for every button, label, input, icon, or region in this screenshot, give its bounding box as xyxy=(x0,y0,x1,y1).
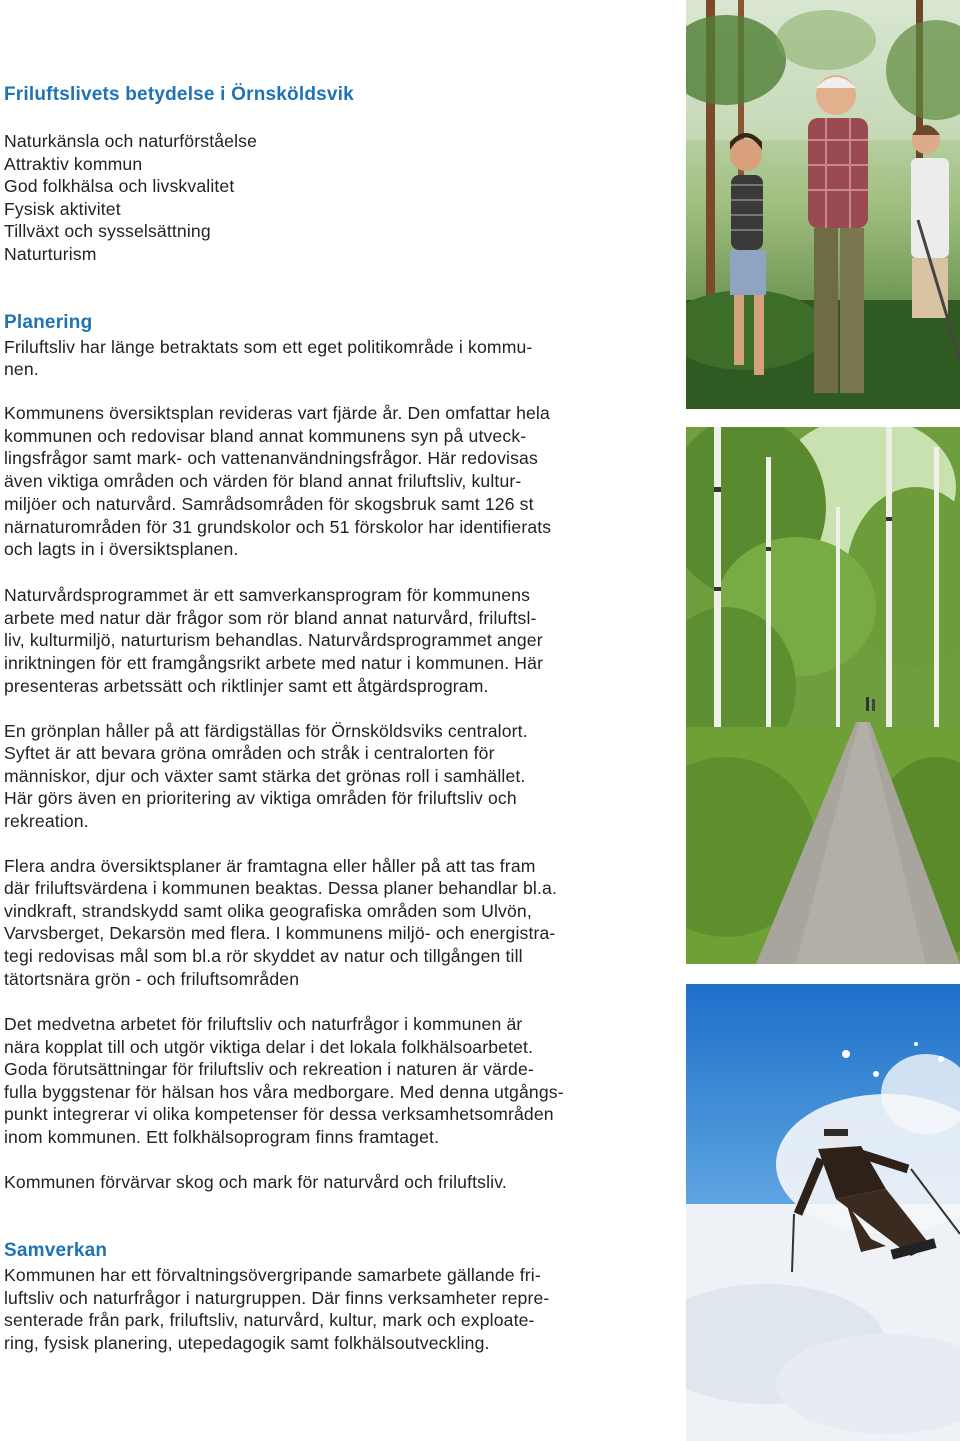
skier-illustration xyxy=(686,984,960,1441)
paragraph-line: rekreation. xyxy=(4,811,89,831)
paragraph-line: punkt integrerar vi olika kompetenser för dessa verksamhetsområden xyxy=(4,1104,554,1124)
paragraph-line: Det medvetna arbetet för friluftsliv och naturfrågor i kommunen är xyxy=(4,1014,523,1034)
paragraph-line: Syftet är att bevara gröna områden och stråk i centralorten för xyxy=(4,743,495,763)
paragraph-line: Kommunen har ett förvaltningsövergripande samarbete gällande fri- xyxy=(4,1265,541,1285)
paragraph-line: inom kommunen. Ett folkhälsoprogram finns framtaget. xyxy=(4,1127,440,1147)
page-title: Friluftslivets betydelse i Örnsköldsvik xyxy=(4,84,354,105)
paragraph-line: liv, kulturmiljö, naturturism behandlas. Naturvårdsprogrammet anger xyxy=(4,630,543,650)
section-heading-samverkan: Samverkan xyxy=(4,1240,108,1261)
paragraph-line: En grönplan håller på att färdigställas för Örnsköldsviks centralort. xyxy=(4,721,528,741)
paragraph-line: fulla byggstenar för hälsan hos våra medborgare. Med denna utgångs- xyxy=(4,1082,564,1102)
paragraph-line: tegi redovisas mål som bl.a rör skyddet av natur och tillgången till xyxy=(4,946,523,966)
paragraph-line: senterade från park, friluftsliv, naturvård, kultur, mark och exploate- xyxy=(4,1310,535,1330)
values-list-item: Attraktiv kommun xyxy=(4,154,143,174)
paragraph-line: Naturvårdsprogrammet är ett samverkansprogram för kommunens xyxy=(4,585,531,605)
paragraph-line: tätortsnära grön - och friluftsområden xyxy=(4,969,300,989)
paragraph-line: kommunen och redovisar bland annat kommunens syn på utveck- xyxy=(4,426,527,446)
paragraph-line: luftsliv och naturfrågor i naturgruppen. Där finns verksamheter repre- xyxy=(4,1288,550,1308)
paragraph-line: inriktningen för ett framgångsrikt arbete med natur i kommunen. Här xyxy=(4,653,544,673)
paragraph-line: Här görs även en prioritering av viktiga områden för friluftsliv och xyxy=(4,788,517,808)
values-list-item: God folkhälsa och livskvalitet xyxy=(4,176,235,196)
section-heading-planering: Planering xyxy=(4,312,93,333)
paragraph-line: Friluftsliv har länge betraktats som ett eget politikområde i kommu- xyxy=(4,337,533,357)
birch-path-illustration xyxy=(686,427,960,964)
paragraph-line: och lagts in i översiktsplanen. xyxy=(4,539,239,559)
paragraph-line: nära kopplat till och utgör viktiga delar i det lokala folkhälsoarbetet. xyxy=(4,1037,534,1057)
paragraph-line: lingsfrågor samt mark- och vattenanvändningsfrågor. Här redovisas xyxy=(4,448,538,468)
paragraph-line: Kommunens översiktsplan revideras vart fjärde år. Den omfattar hela xyxy=(4,403,550,423)
paragraph-line: miljöer och naturvård. Samrådsområden för skogsbruk samt 126 st xyxy=(4,494,534,514)
paragraph-line: vindkraft, strandskydd samt olika geografiska områden som Ulvön, xyxy=(4,901,532,921)
paragraph-line: även viktiga områden och värden för bland annat friluftsliv, kultur- xyxy=(4,471,522,491)
skier-photo xyxy=(686,984,960,1441)
paragraph-line: arbete med natur där frågor som rör bland annat naturvård, friluftsl- xyxy=(4,608,537,628)
hikers-forest-photo xyxy=(686,0,960,409)
values-list-item: Fysisk aktivitet xyxy=(4,199,121,219)
paragraph-line: Flera andra översiktsplaner är framtagna eller håller på att tas fram xyxy=(4,856,536,876)
paragraph-line: närnaturområden för 31 grundskolor och 51 förskolor har identifierats xyxy=(4,517,552,537)
paragraph-line: nen. xyxy=(4,359,39,379)
paragraph-line: Goda förutsättningar för friluftsliv och rekreation i naturen är värde- xyxy=(4,1059,534,1079)
paragraph-line: Varvsberget, Dekarsön med flera. I kommunens miljö- och energistra- xyxy=(4,923,556,943)
paragraph-line: presenteras arbetssätt och riktlinjer samt ett åtgärdsprogram. xyxy=(4,676,489,696)
paragraph-line: där friluftsvärdena i kommunen beaktas. Dessa planer behandlar bl.a. xyxy=(4,878,557,898)
paragraph-line: människor, djur och växter samt stärka det grönas roll i samhället. xyxy=(4,766,526,786)
paragraph-line: ring, fysisk planering, utepedagogik samt folkhälsoutveckling. xyxy=(4,1333,490,1353)
paragraph-line: Kommunen förvärvar skog och mark för naturvård och friluftsliv. xyxy=(4,1172,507,1192)
values-list-item: Tillväxt och sysselsättning xyxy=(4,221,211,241)
birch-path-photo xyxy=(686,427,960,964)
values-list-item: Naturturism xyxy=(4,244,97,264)
values-list-item: Naturkänsla och naturförståelse xyxy=(4,131,258,151)
hikers-forest-illustration xyxy=(686,0,960,409)
